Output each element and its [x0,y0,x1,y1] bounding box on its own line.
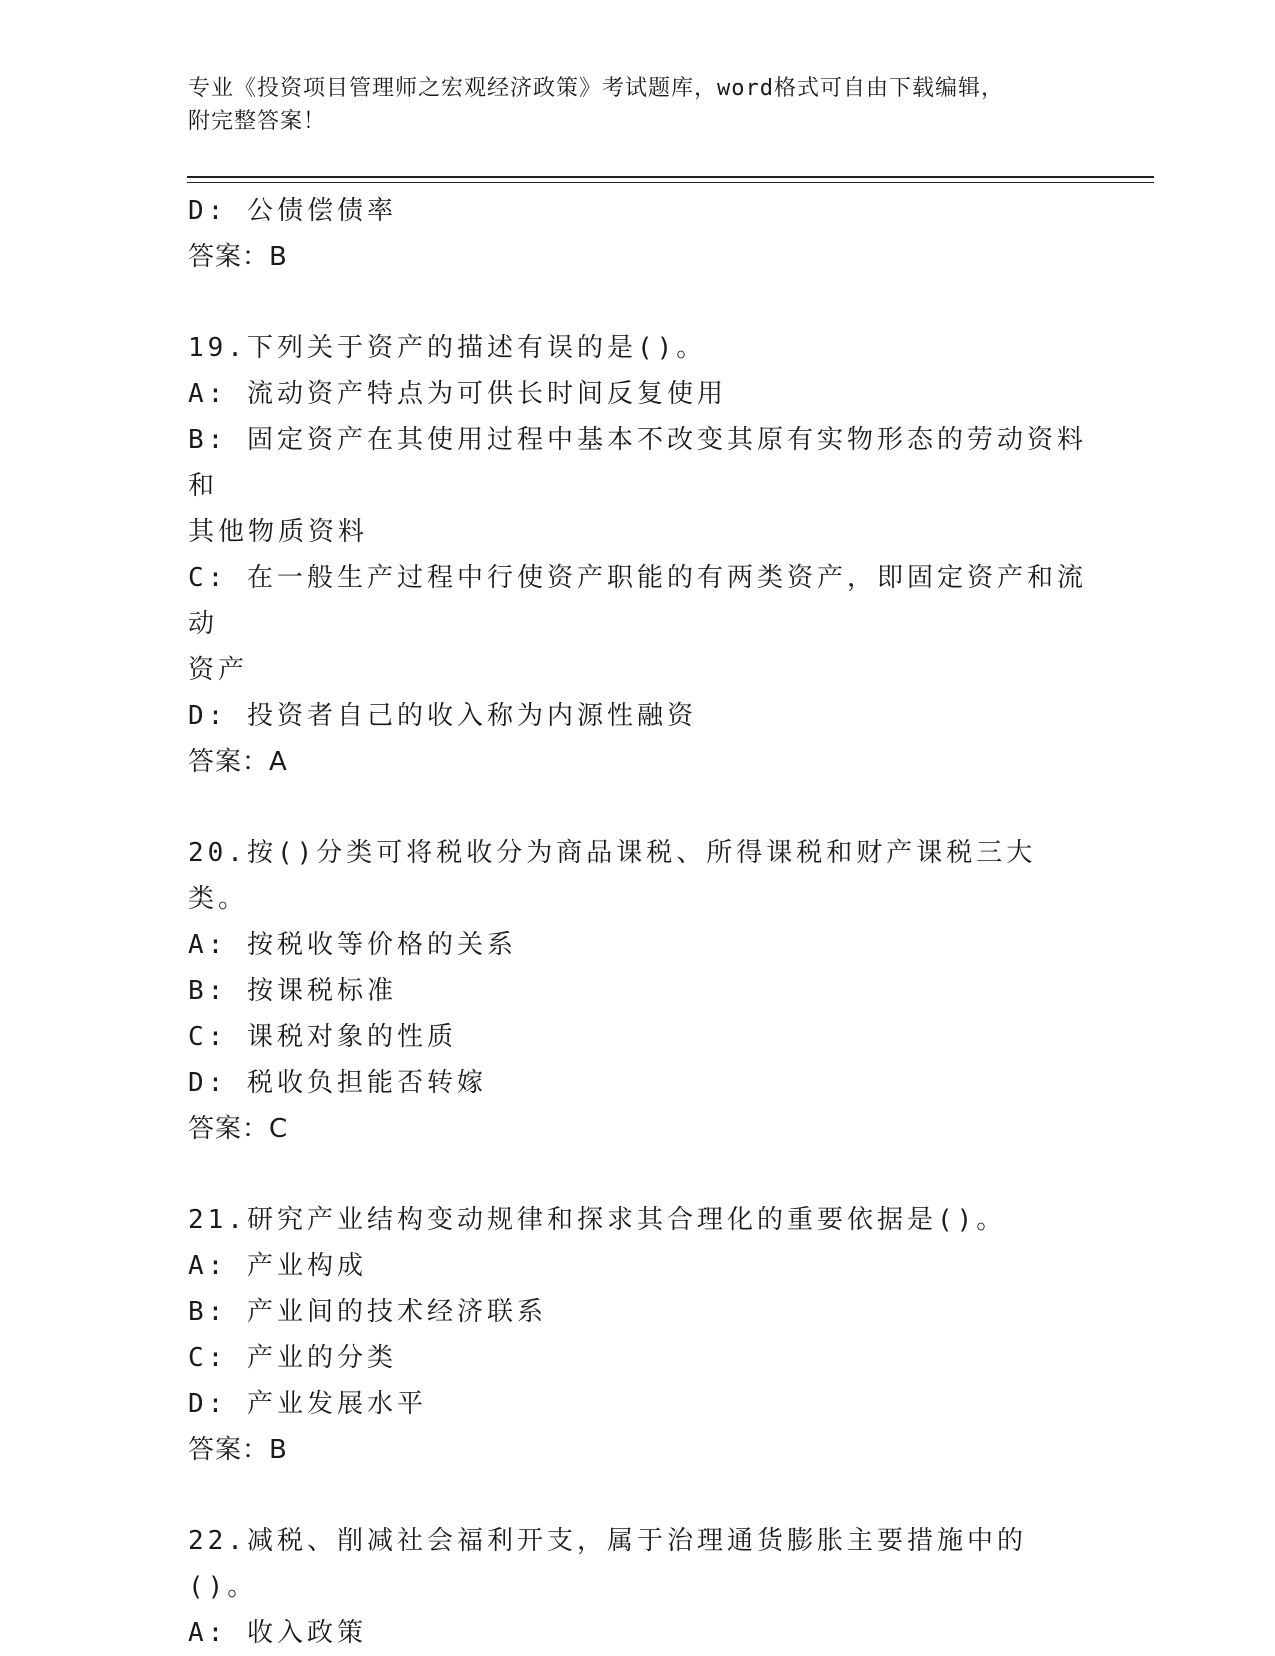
option-b: B: 按课税标准 [188,976,397,1006]
option-c-line-2: 资产 [188,655,249,685]
option-b-line-1: B: 固定资产在其使用过程中基本不改变其原有实物形态的劳动资料和 [188,425,1087,501]
option-a: A: 产业构成 [188,1251,367,1281]
option-d: D: 公债偿债率 [188,196,397,226]
document-header [188,72,1068,138]
question-20 [188,830,1088,1152]
option-a: A: 收入政策 [188,1618,367,1648]
option-d: D: 产业发展水平 [188,1389,427,1419]
option-b: B: 产业间的技术经济联系 [188,1297,547,1327]
question-content [188,188,1088,1656]
question-stem: 19.下列关于资产的描述有误的是()。 [188,333,707,363]
answer: 答案：B [188,1435,288,1465]
question-21 [188,1197,1088,1473]
option-d: D: 投资者自己的收入称为内源性融资 [188,701,697,731]
question-22 [188,1518,1088,1656]
option-d: D: 税收负担能否转嫁 [188,1068,487,1098]
spacer [188,1152,1088,1197]
option-b-line-2: 其他物质资料 [188,517,369,547]
question-19 [188,325,1088,785]
spacer [188,280,1088,325]
question-stem: 21.研究产业结构变动规律和探求其合理化的重要依据是()。 [188,1205,1007,1235]
answer: 答案：A [188,747,288,777]
option-c: C: 产业的分类 [188,1343,397,1373]
question-stem: 20.按()分类可将税收分为商品课税、所得课税和财产课税三大类。 [188,838,1037,914]
spacer [188,1473,1088,1518]
option-c: C: 课税对象的性质 [188,1022,457,1052]
header-rule-thick [187,176,1154,178]
header-line-2: 附完整答案！ [188,109,327,134]
option-c-line-1: C: 在一般生产过程中行使资产职能的有两类资产，即固定资产和流动 [188,563,1087,639]
previous-question-tail [188,188,1088,280]
option-a: A: 按税收等价格的关系 [188,930,517,960]
answer: 答案：B [188,242,288,272]
header-rule-thin [187,182,1154,183]
answer: 答案：C [188,1114,289,1144]
question-stem: 22.减税、削减社会福利开支，属于治理通货膨胀主要措施中的()。 [188,1526,1027,1602]
header-line-1: 专业《投资项目管理师之宏观经济政策》考试题库，word格式可自由下载编辑， [188,76,1004,101]
spacer [188,785,1088,830]
option-a: A: 流动资产特点为可供长时间反复使用 [188,379,727,409]
